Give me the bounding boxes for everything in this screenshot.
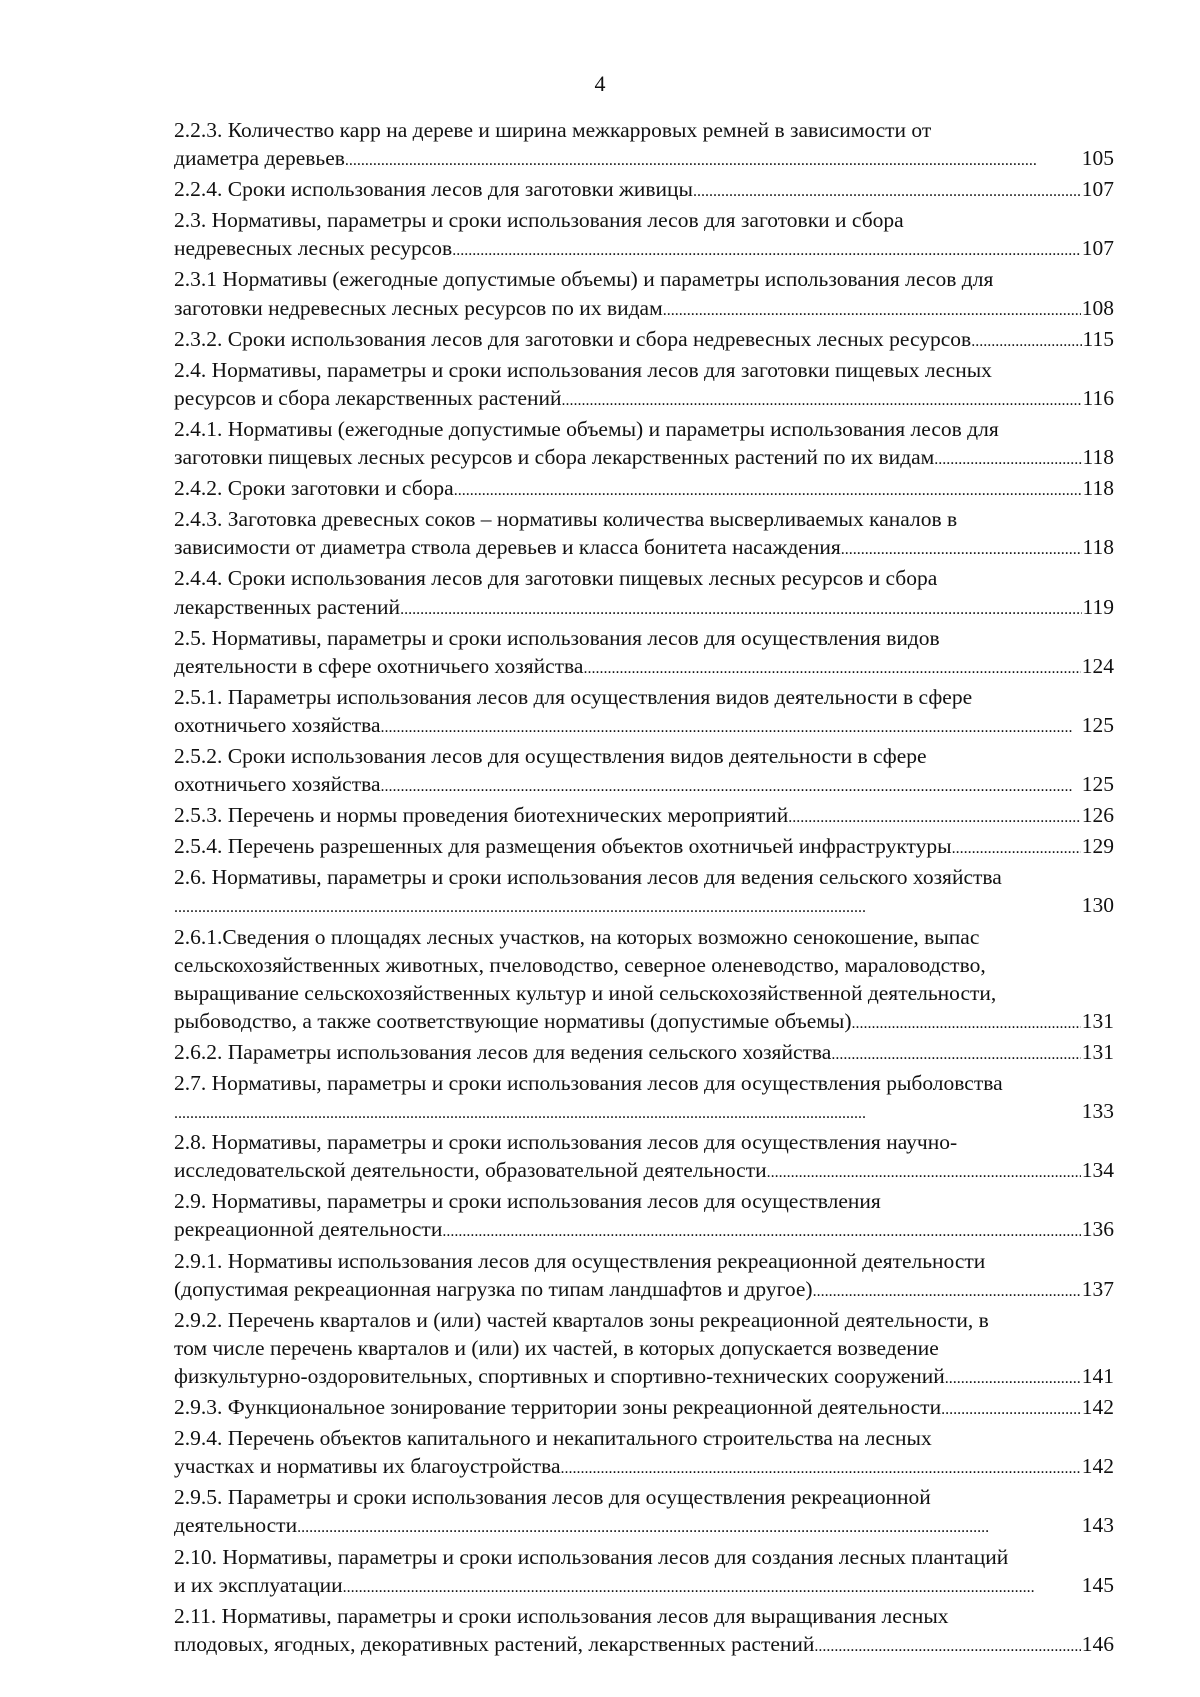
- toc-entry-text-line: 2.9.5. Параметры и сроки использования лесов для осуществления рекреационной: [174, 1485, 931, 1510]
- dot-leader: [945, 1365, 1081, 1393]
- toc-entry-text-line: охотничьего хозяйства: [174, 772, 381, 797]
- toc-entry[interactable]: [174, 1483, 1114, 1542]
- toc-entry[interactable]: [174, 863, 1114, 922]
- toc-entry-last-line: [174, 294, 1114, 325]
- toc-entry-text-line: выращивание сельскохозяйственных культур и иной сельскохозяйственной деятельности,: [174, 980, 997, 1005]
- dot-leader: [852, 1010, 1081, 1038]
- toc-entry[interactable]: [174, 1543, 1114, 1602]
- toc-entry-text-line: лекарственных растений: [174, 594, 401, 619]
- dot-leader: [562, 387, 1082, 415]
- toc-entry-last-line: [174, 325, 1114, 356]
- toc-entry[interactable]: [174, 1393, 1114, 1424]
- toc-entry-text-line: том числе перечень кварталов и (или) их частей, в которых допускается возведение: [174, 1335, 939, 1360]
- toc-entry-text-line: 2.9.3. Функциональное зонирование территории зоны рекреационной деятельности: [174, 1395, 942, 1420]
- toc-entry-text-line: 2.10. Нормативы, параметры и сроки использования лесов для создания лесных плантаций: [174, 1544, 1009, 1569]
- toc-entry[interactable]: [174, 1187, 1114, 1246]
- dot-leader: [452, 237, 1081, 265]
- toc-entry-text-line: 2.5.2. Сроки использования лесов для осуществления видов деятельности в сфере: [174, 743, 927, 768]
- toc-page-number: 146: [1081, 1631, 1114, 1656]
- toc-entry-last-line: [174, 533, 1114, 564]
- toc-page-number: 131: [1081, 1039, 1114, 1064]
- toc-page-number: 145: [1081, 1572, 1114, 1597]
- toc-entry-text-line: 2.6.2. Параметры использования лесов для ведения сельского хозяйства: [174, 1039, 832, 1064]
- toc-entry-text-line: плодовых, ягодных, декоративных растений, лекарственных растений: [174, 1631, 815, 1656]
- toc-page-number: 133: [1081, 1099, 1114, 1124]
- dot-leader: [345, 147, 1081, 175]
- toc-entry-last-line: [174, 1511, 1114, 1542]
- toc-entry-text-line: 2.9.1. Нормативы использования лесов для осуществления рекреационной деятельности: [174, 1248, 986, 1273]
- toc-entry-text-line: 2.9.4. Перечень объектов капитального и некапитального строительства на лесных: [174, 1426, 932, 1451]
- dot-leader: [297, 1514, 1081, 1542]
- toc-entry[interactable]: [174, 1247, 1114, 1306]
- toc-entry-text-line: 2.3. Нормативы, параметры и сроки использования лесов для заготовки и сбора: [174, 208, 904, 233]
- toc-entry-last-line: [174, 384, 1114, 415]
- dot-leader: [442, 1218, 1080, 1246]
- dot-leader: [934, 446, 1081, 474]
- toc-entry-last-line: [174, 593, 1114, 624]
- dot-leader: [561, 1455, 1081, 1483]
- toc-entry-text-line: 2.2.4. Сроки использования лесов для заготовки живицы: [174, 177, 693, 202]
- toc-entry-last-line: [174, 1393, 1114, 1424]
- toc-entry-text-line: физкультурно-оздоровительных, спортивных и спортивно-технических сооружений: [174, 1363, 945, 1388]
- toc-entry-text-line: ресурсов и сбора лекарственных растений: [174, 385, 562, 410]
- toc-page-number: 118: [1082, 476, 1114, 501]
- toc-entry[interactable]: [174, 356, 1114, 415]
- dot-leader: [788, 804, 1081, 832]
- toc-entry-text-line: 2.5.1. Параметры использования лесов для осуществления видов деятельности в сфере: [174, 684, 973, 709]
- toc-entry-last-line: [174, 474, 1114, 505]
- toc-entry-text-line: заготовки недревесных лесных ресурсов по их видам: [174, 295, 663, 320]
- dot-leader: [952, 835, 1081, 863]
- toc-entry-last-line: [174, 1571, 1114, 1602]
- toc-page-number: 115: [1082, 326, 1114, 351]
- toc-entry[interactable]: [174, 265, 1114, 324]
- toc-entry-last-line: [174, 711, 1114, 742]
- toc-page-number: 107: [1081, 236, 1114, 261]
- dot-leader: [174, 894, 1081, 922]
- toc-entry-text-line: 2.8. Нормативы, параметры и сроки использования лесов для осуществления научно-: [174, 1130, 958, 1155]
- toc-page-number: 125: [1081, 712, 1114, 737]
- toc-entry-text-line: 2.7. Нормативы, параметры и сроки использования лесов для осуществления рыболовства: [174, 1071, 1003, 1095]
- toc-entry-text-line: 2.4.2. Сроки заготовки и сбора: [174, 476, 454, 501]
- toc-page-number: 119: [1082, 594, 1114, 619]
- toc-page-number: 116: [1082, 385, 1114, 410]
- toc-entry[interactable]: [174, 1602, 1114, 1661]
- toc-entry[interactable]: [174, 415, 1114, 474]
- toc-page-number: 142: [1081, 1395, 1114, 1420]
- toc-entry-text-line: участках и нормативы их благоустройства: [174, 1454, 561, 1479]
- toc-entry-last-line: [174, 1452, 1114, 1483]
- toc-entry-last-line: [174, 832, 1114, 863]
- toc-page-number: 134: [1081, 1158, 1114, 1183]
- dot-leader: [454, 477, 1082, 505]
- toc-entry[interactable]: [174, 325, 1114, 356]
- table-of-contents: [174, 116, 1114, 1661]
- toc-entry[interactable]: [174, 564, 1114, 623]
- toc-entry-text-line: 2.6. Нормативы, параметры и сроки использования лесов для ведения сельского хозяйства: [174, 865, 1002, 890]
- toc-entry-text-line: деятельности: [174, 1513, 298, 1538]
- toc-page-number: 137: [1081, 1276, 1114, 1301]
- dot-leader: [767, 1159, 1081, 1187]
- dot-leader: [841, 536, 1082, 564]
- toc-entry-last-line: [174, 1630, 1114, 1661]
- toc-entry-text-line: 2.9. Нормативы, параметры и сроки использования лесов для осуществления: [174, 1189, 881, 1214]
- dot-leader: [381, 714, 1081, 742]
- toc-entry-last-line: [174, 175, 1114, 206]
- toc-page-number: 129: [1081, 834, 1114, 859]
- toc-entry[interactable]: [174, 742, 1114, 801]
- toc-entry-text-line: и их эксплуатации: [174, 1572, 343, 1597]
- toc-entry-last-line: [174, 1038, 1114, 1069]
- toc-page-number: 141: [1081, 1363, 1114, 1388]
- dot-leader: [814, 1633, 1080, 1661]
- toc-entry-last-line: [174, 801, 1114, 832]
- toc-page-number: 143: [1081, 1513, 1114, 1538]
- page-number: 4: [594, 71, 606, 96]
- toc-page-number: 130: [1081, 893, 1114, 918]
- dot-leader: [663, 297, 1081, 325]
- toc-entry[interactable]: [174, 116, 1114, 175]
- toc-entry-text-line: 2.3.2. Сроки использования лесов для заготовки и сбора недревесных лесных ресурсов: [174, 326, 972, 351]
- toc-entry-text-line: (допустимая рекреационная нагрузка по типам ландшафтов и другое): [174, 1276, 813, 1301]
- toc-entry-last-line: [174, 891, 1114, 922]
- dot-leader: [941, 1396, 1081, 1424]
- toc-entry-last-line: [174, 1007, 1114, 1038]
- toc-entry[interactable]: [174, 1424, 1114, 1483]
- toc-entry[interactable]: [174, 801, 1114, 832]
- toc-entry[interactable]: [174, 505, 1114, 564]
- toc-page-number: 107: [1081, 177, 1114, 202]
- toc-entry-text-line: 2.2.3. Количество карр на дереве и ширина межкарровых ремней в зависимости от: [174, 118, 932, 142]
- toc-entry-last-line: [174, 1362, 1114, 1393]
- toc-entry-text-line: 2.5.4. Перечень разрешенных для размещения объектов охотничьей инфраструктуры: [174, 834, 952, 859]
- toc-entry-text-line: деятельности в сфере охотничьего хозяйства: [174, 653, 584, 678]
- toc-entry-text-line: 2.5. Нормативы, параметры и сроки использования лесов для осуществления видов: [174, 625, 940, 650]
- toc-entry-last-line: [174, 1097, 1114, 1128]
- toc-entry[interactable]: [174, 1306, 1114, 1393]
- toc-entry-text-line: рыбоводство, а также соответствующие нормативы (допустимые объемы): [174, 1008, 852, 1033]
- toc-entry-text-line: сельскохозяйственных животных, пчеловодство, северное оленеводство, мараловодство,: [174, 952, 986, 977]
- toc-entry[interactable]: [174, 923, 1114, 1038]
- toc-page-number: 108: [1081, 295, 1114, 320]
- toc-entry-last-line: [174, 652, 1114, 683]
- dot-leader: [174, 1100, 1081, 1128]
- dot-leader: [831, 1041, 1080, 1069]
- toc-entry-last-line: [174, 1275, 1114, 1306]
- toc-page-number: 118: [1082, 535, 1114, 560]
- dot-leader: [381, 773, 1081, 801]
- toc-entry[interactable]: [174, 624, 1114, 683]
- toc-page-number: 125: [1081, 772, 1114, 797]
- toc-entry-text-line: 2.11. Нормативы, параметры и сроки использования лесов для выращивания лесных: [174, 1603, 949, 1628]
- toc-entry[interactable]: [174, 175, 1114, 206]
- toc-entry-text-line: диаметра деревьев: [174, 146, 345, 171]
- toc-entry-last-line: [174, 234, 1114, 265]
- dot-leader: [583, 655, 1080, 683]
- dot-leader: [343, 1574, 1081, 1602]
- toc-entry-text-line: 2.9.2. Перечень кварталов и (или) частей кварталов зоны рекреационной деятельности, в: [174, 1307, 989, 1332]
- toc-page-number: 142: [1081, 1454, 1114, 1479]
- toc-entry[interactable]: [174, 1128, 1114, 1187]
- dot-leader: [971, 328, 1081, 356]
- toc-page-number: 124: [1081, 653, 1114, 678]
- dot-leader: [400, 596, 1081, 624]
- toc-entry-last-line: [174, 144, 1114, 175]
- toc-entry-text-line: рекреационной деятельности: [174, 1217, 443, 1242]
- toc-page-number: 118: [1082, 445, 1114, 470]
- toc-entry-text-line: 2.5.3. Перечень и нормы проведения биотехнических мероприятий: [174, 803, 789, 828]
- toc-entry-text-line: зависимости от диаметра ствола деревьев и класса бонитета насаждения: [174, 535, 841, 560]
- toc-entry[interactable]: [174, 1069, 1114, 1128]
- toc-entry-text-line: заготовки пищевых лесных ресурсов и сбора лекарственных растений по их видам: [174, 445, 935, 470]
- toc-entry[interactable]: [174, 1038, 1114, 1069]
- toc-entry-last-line: [174, 1215, 1114, 1246]
- toc-entry[interactable]: [174, 474, 1114, 505]
- toc-page-number: 131: [1081, 1008, 1114, 1033]
- toc-entry-text-line: 2.4.4. Сроки использования лесов для заготовки пищевых лесных ресурсов и сбора: [174, 566, 938, 591]
- toc-entry-last-line: [174, 443, 1114, 474]
- toc-entry-text-line: 2.6.1.Сведения о площадях лесных участков, на которых возможно сенокошение, выпас: [174, 924, 980, 949]
- toc-entry[interactable]: [174, 683, 1114, 742]
- toc-entry-text-line: 2.4. Нормативы, параметры и сроки использования лесов для заготовки пищевых лесных: [174, 357, 992, 382]
- toc-entry-text-line: 2.4.1. Нормативы (ежегодные допустимые объемы) и параметры использования лесов для: [174, 416, 999, 441]
- toc-entry-last-line: [174, 1156, 1114, 1187]
- toc-entry-last-line: [174, 770, 1114, 801]
- toc-entry-text-line: охотничьего хозяйства: [174, 712, 381, 737]
- toc-entry-text-line: недревесных лесных ресурсов: [174, 236, 453, 261]
- dot-leader: [693, 178, 1081, 206]
- toc-entry[interactable]: [174, 832, 1114, 863]
- toc-entry-text-line: 2.4.3. Заготовка древесных соков – нормативы количества высверливаемых каналов в: [174, 507, 958, 532]
- toc-entry-text-line: 2.3.1 Нормативы (ежегодные допустимые объемы) и параметры использования лесов для: [174, 267, 994, 292]
- toc-entry-text-line: исследовательской деятельности, образовательной деятельности: [174, 1158, 767, 1183]
- toc-entry[interactable]: [174, 206, 1114, 265]
- toc-page-number: 105: [1081, 146, 1114, 171]
- toc-page-number: 136: [1081, 1217, 1114, 1242]
- dot-leader: [813, 1278, 1081, 1306]
- toc-page-number: 126: [1081, 803, 1114, 828]
